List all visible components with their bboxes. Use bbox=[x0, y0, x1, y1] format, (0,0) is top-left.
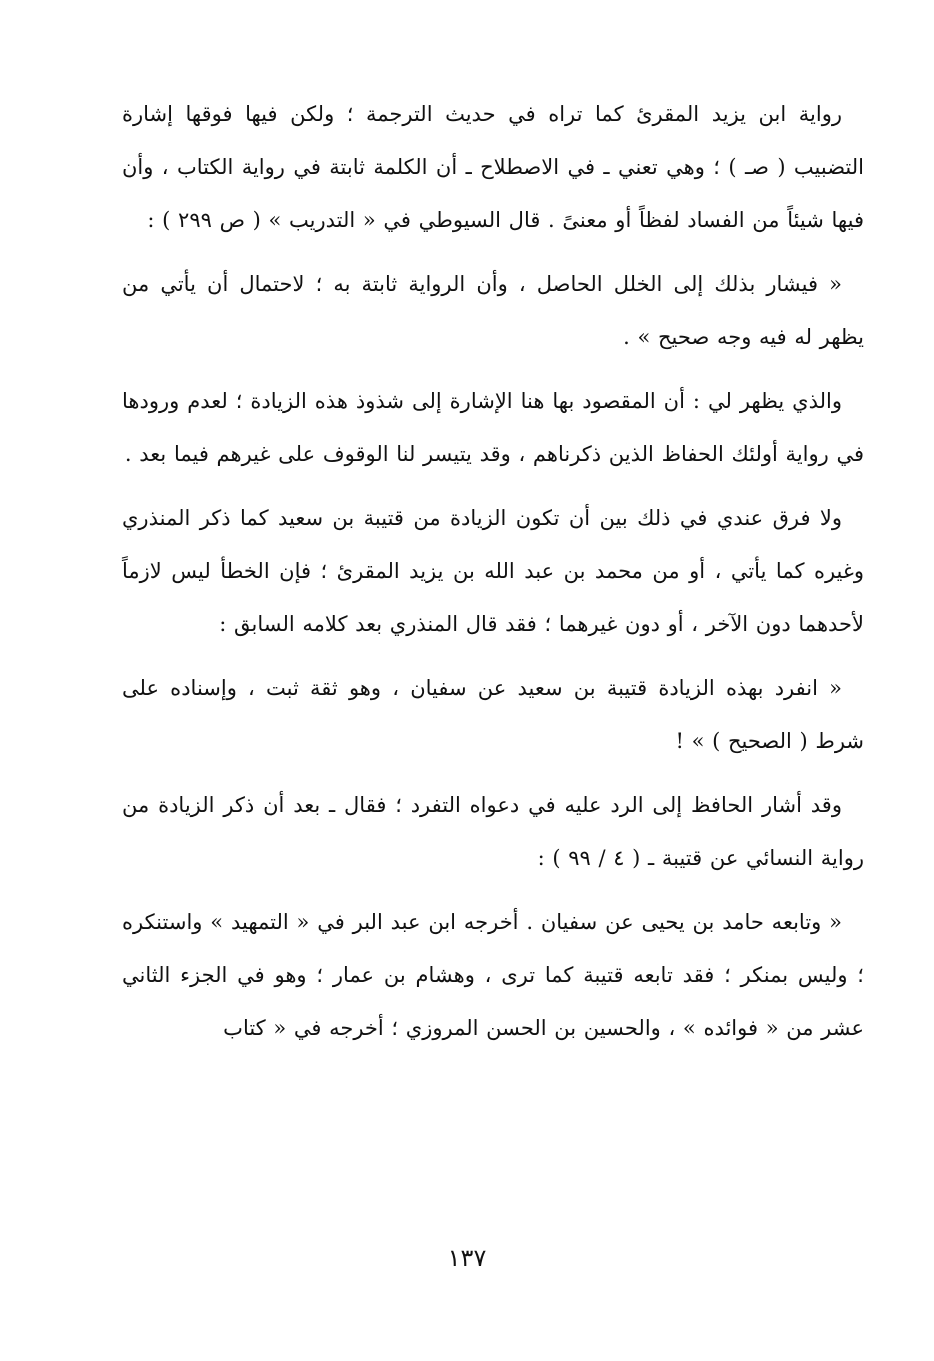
page-body bbox=[122, 88, 864, 1055]
paragraph-6: وقد أشار الحافظ إلى الرد عليه في دعواه التفرد ؛ فقال ـ بعد أن ذكر الزيادة من رواية النسائي عن قتيبة ـ ( ٤ / ٩٩ ) : bbox=[122, 793, 864, 870]
paragraph-3: والذي يظهر لي : أن المقصود بها هنا الإشارة إلى شذوذ هذه الزيادة ؛ لعدم ورودها في رواية أولئك الحفاظ الذين ذكرناهم ، وقد يتيسر لنا الوقوف على غيرهم فيما بعد . bbox=[122, 389, 864, 466]
paragraph-5: « انفرد بهذه الزيادة قتيبة بن سعيد عن سفيان ، وهو ثقة ثبت ، وإسناده على شرط ( الصحيح ) » ! bbox=[122, 676, 864, 753]
page-number: ١٣٧ bbox=[447, 1244, 487, 1272]
paragraph-1: رواية ابن يزيد المقرئ كما تراه في حديث الترجمة ؛ ولكن فيها فوقها إشارة التضبيب ( صـ ) ؛ وهي تعني ـ في الاصطلاح ـ أن الكلمة ثابتة في رواية الكتاب ، وأن فيها شيئاً من الفساد لفظاً أو معنىً . قال السيوطي في « التدريب » ( ص ٢٩٩ ) : bbox=[122, 102, 864, 232]
paragraph-7: « وتابعه حامد بن يحيى عن سفيان . أخرجه ابن عبد البر في « التمهيد » واستنكره ؛ وليس بمنكر ؛ فقد تابعه قتيبة كما ترى ، وهشام بن عمار ؛ وهو في الجزء الثاني عشر من « فوائده » ، والحسين بن الحسن المروزي ؛ أخرجه في « كتاب bbox=[122, 910, 864, 1040]
paragraph-4: ولا فرق عندي في ذلك بين أن تكون الزيادة من قتيبة بن سعيد كما ذكر المنذري وغيره كما يأتي ، أو من محمد بن عبد الله بن يزيد المقرئ ؛ فإن الخطأ ليس لازماً لأحدهما دون الآخر ، أو دون غيرهما ؛ فقد قال المنذري بعد كلامه السابق : bbox=[122, 506, 864, 636]
paragraph-2: « فيشار بذلك إلى الخلل الحاصل ، وأن الرواية ثابتة به ؛ لاحتمال أن يأتي من يظهر له فيه وجه صحيح » . bbox=[122, 272, 864, 349]
